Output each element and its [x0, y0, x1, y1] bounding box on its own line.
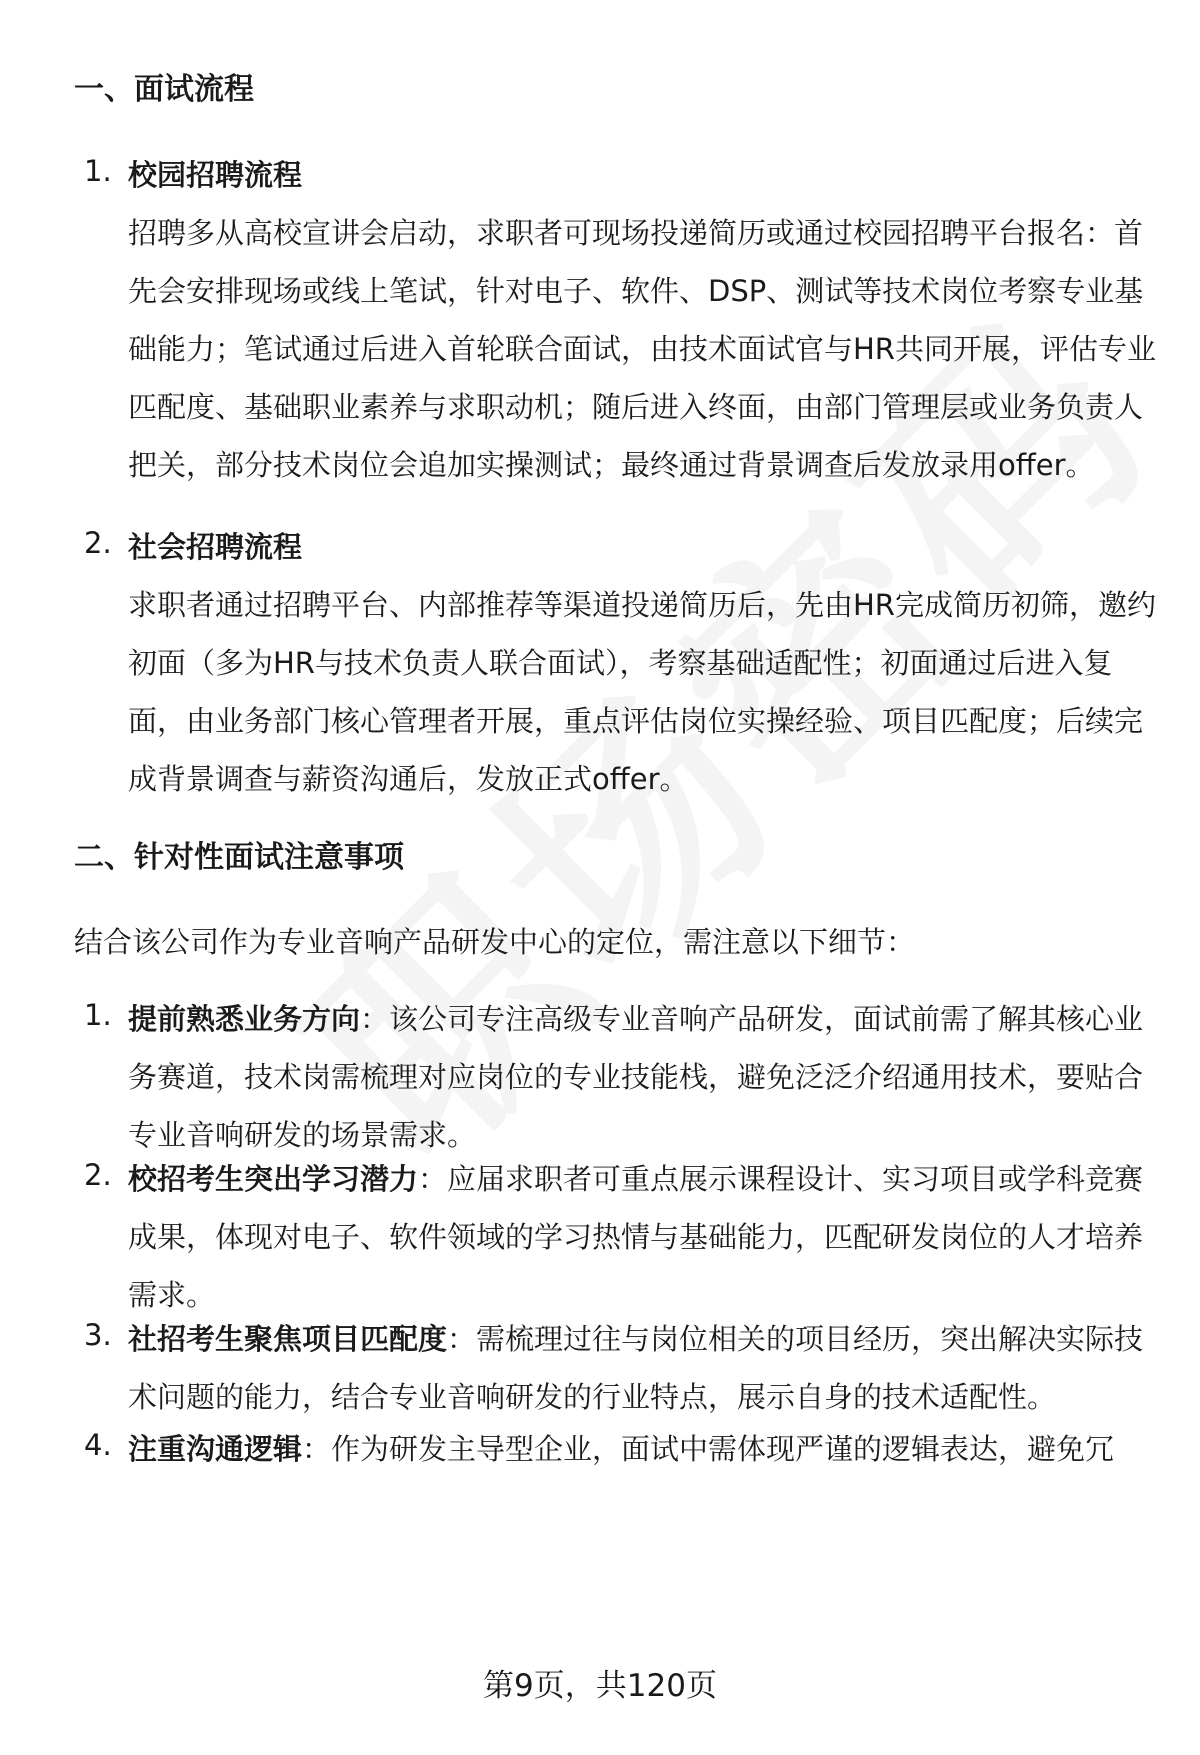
- list-number: 1.: [84, 154, 112, 188]
- list-item-content: [128, 990, 1158, 1164]
- list-item-content: [128, 1420, 1158, 1478]
- section-heading-interview-process: 一、面试流程: [74, 72, 254, 107]
- list-item-lead: 校招考生突出学习潜力: [128, 1162, 419, 1196]
- list-item-title: 校园招聘流程: [128, 158, 303, 192]
- list-item-body: ：该公司专注高级专业音响产品研发，面试前需了解其核心业务赛道，技术岗需梳理对应岗位的专业技能栈，避免泛泛介绍通用技术，要贴合专业音响研发的场景需求。: [128, 1002, 1144, 1152]
- list-item-title: 社会招聘流程: [128, 530, 303, 564]
- list-item-content: [128, 518, 1158, 808]
- list-number: 2.: [84, 526, 112, 560]
- list-item-content: [128, 1150, 1158, 1324]
- list-number: 3.: [84, 1318, 112, 1352]
- page-footer: 第9页，共120页: [483, 1668, 717, 1704]
- section-heading-interview-tips: 二、针对性面试注意事项: [74, 840, 404, 875]
- list-item-content: [128, 146, 1158, 494]
- list-number: 1.: [84, 998, 112, 1032]
- list-number: 4.: [84, 1428, 112, 1462]
- list-item-body: ：作为研发主导型企业，面试中需体现严谨的逻辑表达，避免冗: [302, 1432, 1115, 1466]
- list-item-lead: 提前熟悉业务方向: [128, 1002, 361, 1036]
- list-number: 2.: [84, 1158, 112, 1192]
- list-item-body: ：需梳理过往与岗位相关的项目经历，突出解决实际技术问题的能力，结合专业音响研发的行业特点，展示自身的技术适配性。: [128, 1322, 1144, 1414]
- list-item-lead: 注重沟通逻辑: [128, 1432, 303, 1466]
- list-item-body: ：应届求职者可重点展示课程设计、实习项目或学科竞赛成果，体现对电子、软件领域的学习热情与基础能力，匹配研发岗位的人才培养需求。: [128, 1162, 1144, 1312]
- list-item-lead: 社招考生聚焦项目匹配度: [128, 1322, 448, 1356]
- list-item-content: [128, 1310, 1158, 1426]
- list-item-body: 求职者通过招聘平台、内部推荐等渠道投递简历后，先由HR完成简历初筛，邀约初面（多为HR与技术负责人联合面试），考察基础适配性；初面通过后进入复面，由业务部门核心管理者开展，重点评估岗位实操经验、项目匹配度；后续完成背景调查与薪资沟通后，发放正式offer。: [128, 588, 1156, 796]
- section-intro: 结合该公司作为专业音响产品研发中心的定位，需注意以下细节：: [74, 925, 916, 959]
- list-item-body: 招聘多从高校宣讲会启动，求职者可现场投递简历或通过校园招聘平台报名：首先会安排现场或线上笔试，针对电子、软件、DSP、测试等技术岗位考察专业基础能力；笔试通过后进入首轮联合面试，由技术面试官与HR共同开展，评估专业匹配度、基础职业素养与求职动机；随后进入终面，由部门管理层或业务负责人把关，部分技术岗位会追加实操测试；最终通过背景调查后发放录用offer。: [128, 216, 1156, 482]
